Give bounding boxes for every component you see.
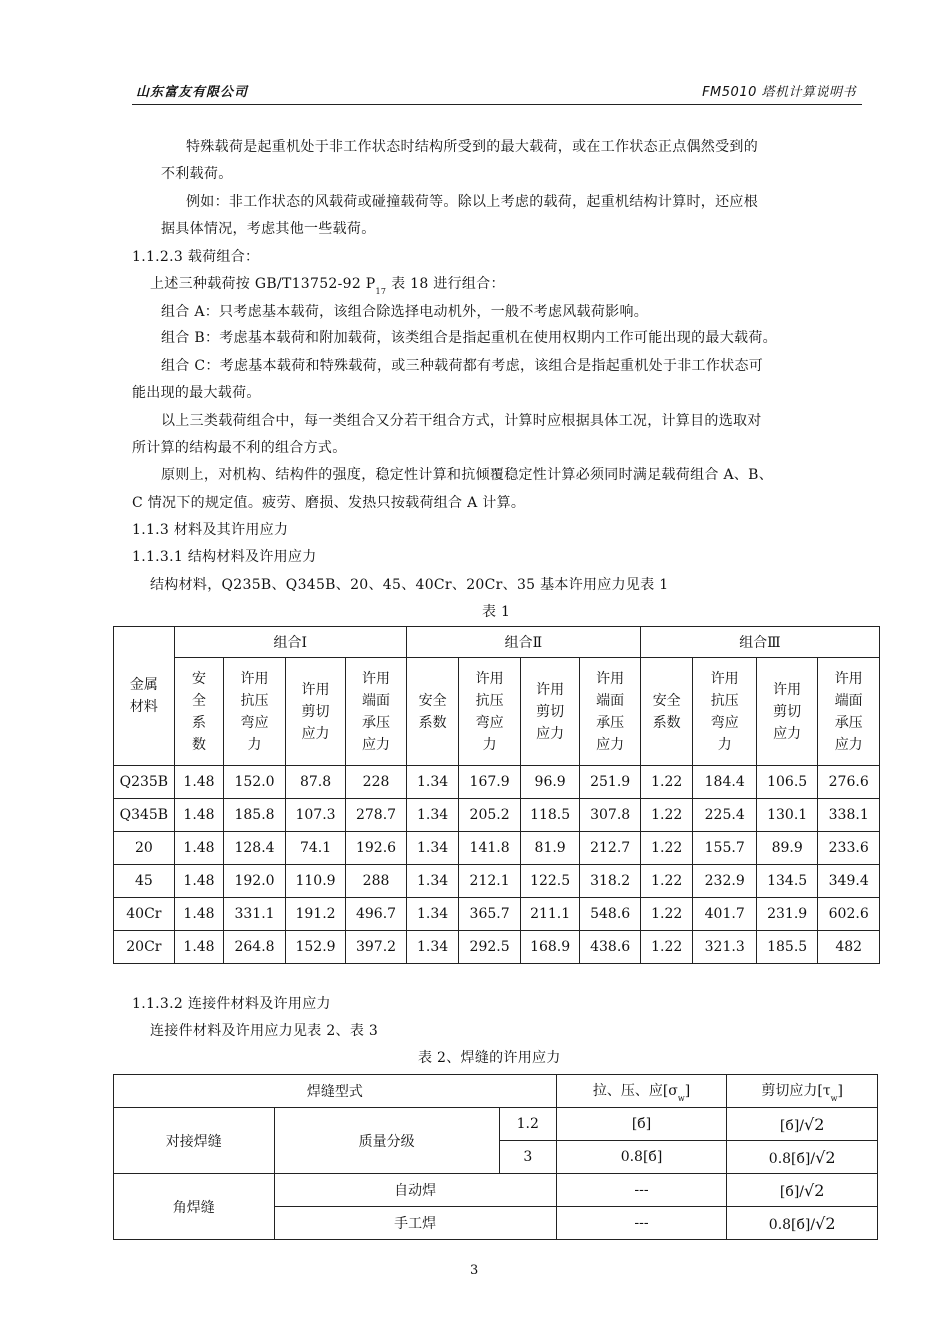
table-cell: 318.2: [580, 865, 641, 898]
document-title: FM5010 塔机计算说明书: [702, 85, 856, 100]
table-cell: 1.22: [640, 898, 693, 931]
tension-cell: 0.8[б]: [556, 1141, 727, 1174]
grade-cell: 1.2: [499, 1108, 556, 1141]
fillet-weld-label: 角焊缝: [114, 1174, 275, 1240]
table-cell: 212.1: [459, 865, 520, 898]
table-cell: 192.0: [224, 865, 285, 898]
paragraph: 不利载荷。: [161, 166, 233, 182]
table-cell: 1.48: [174, 832, 224, 865]
table-row: [114, 931, 880, 964]
table-cell: 184.4: [693, 766, 756, 799]
shear-cell: 0.8[б]/√2: [727, 1141, 878, 1174]
table-cell: 482: [818, 931, 880, 964]
paragraph: 所计算的结构最不利的组合方式。: [132, 440, 347, 456]
grade-cell: 3: [499, 1141, 556, 1174]
subheader: 许用抗压弯应力: [224, 658, 285, 766]
table-cell: 167.9: [459, 766, 520, 799]
table-cell: 1.22: [640, 832, 693, 865]
shear-cell: [б]/√2: [727, 1108, 878, 1141]
subheader: 许用端面承压应力: [818, 658, 880, 766]
table-row: [114, 865, 880, 898]
table-cell: 1.34: [406, 931, 459, 964]
subheader: 许用剪切应力: [520, 658, 580, 766]
paragraph: C 情况下的规定值。疲劳、磨损、发热只按载荷组合 A 计算。: [132, 495, 526, 511]
manual-weld-label: 手工焊: [274, 1207, 556, 1240]
tension-cell: ---: [556, 1174, 727, 1207]
shear-cell: [б]/√2: [727, 1174, 878, 1207]
table-cell: 228: [346, 766, 407, 799]
company-name: 山东富友有限公司: [136, 85, 249, 100]
table-cell: 1.34: [406, 898, 459, 931]
table-cell: 365.7: [459, 898, 520, 931]
table-cell: 118.5: [520, 799, 580, 832]
paragraph: 据具体情况，考虑其他一些载荷。: [161, 221, 376, 237]
table-caption: 表 1: [482, 604, 511, 620]
table-cell: 401.7: [693, 898, 756, 931]
paragraph: 组合 B：考虑基本载荷和附加载荷，该类组合是指起重机在使用权期内工作可能出现的最大载荷。: [161, 330, 777, 346]
paragraph: 连接件材料及许用应力见表 2、表 3: [150, 1023, 379, 1039]
table-cell: 130.1: [756, 799, 817, 832]
subheader: 安全系数: [640, 658, 693, 766]
table-cell: 20Cr: [114, 931, 175, 964]
table-cell: 192.6: [346, 832, 407, 865]
table-cell: 1.22: [640, 799, 693, 832]
header-weld-type: 焊缝型式: [114, 1075, 557, 1108]
paragraph: 组合 A：只考虑基本载荷，该组合除选择电动机外，一般不考虑风载荷影响。: [161, 304, 649, 320]
table-cell: 307.8: [580, 799, 641, 832]
butt-weld-label: 对接焊缝: [114, 1108, 275, 1174]
table-cell: 548.6: [580, 898, 641, 931]
table-cell: 87.8: [285, 766, 346, 799]
table-cell: 276.6: [818, 766, 880, 799]
table-cell: 288: [346, 865, 407, 898]
table-cell: Q235B: [114, 766, 175, 799]
quality-grade-label: 质量分级: [274, 1108, 499, 1174]
section-heading: 1.1.3 材料及其许用应力: [132, 522, 289, 538]
table-cell: 141.8: [459, 832, 520, 865]
table-cell: 397.2: [346, 931, 407, 964]
table-cell: 349.4: [818, 865, 880, 898]
table-cell: 205.2: [459, 799, 520, 832]
table-cell: 1.34: [406, 799, 459, 832]
table-cell: 122.5: [520, 865, 580, 898]
table-cell: 107.3: [285, 799, 346, 832]
paragraph: 原则上，对机构、结构件的强度，稳定性计算和抗倾覆稳定性计算必须同时满足载荷组合 A、B、: [161, 467, 774, 483]
table-cell: 251.9: [580, 766, 641, 799]
group-header: 组合Ⅰ: [174, 627, 406, 658]
table-corner: 金属材料: [114, 627, 175, 766]
paragraph: 以上三类载荷组合中，每一类组合又分若干组合方式，计算时应根据具体工况，计算目的选取对: [161, 413, 762, 429]
table-cell: 128.4: [224, 832, 285, 865]
subheader: 许用端面承压应力: [580, 658, 641, 766]
table-cell: 134.5: [756, 865, 817, 898]
table-cell: 496.7: [346, 898, 407, 931]
table-row: [114, 832, 880, 865]
table-cell: 1.22: [640, 865, 693, 898]
tension-cell: [б]: [556, 1108, 727, 1141]
shear-cell: 0.8[б]/√2: [727, 1207, 878, 1240]
table-cell: 225.4: [693, 799, 756, 832]
table-cell: 191.2: [285, 898, 346, 931]
table-cell: 106.5: [756, 766, 817, 799]
section-heading: 1.1.3.2 连接件材料及许用应力: [132, 996, 331, 1012]
page-header: [132, 78, 862, 105]
table-cell: 211.1: [520, 898, 580, 931]
table-cell: 45: [114, 865, 175, 898]
table-cell: 168.9: [520, 931, 580, 964]
subheader: 安全系数: [174, 658, 224, 766]
table-cell: 1.22: [640, 766, 693, 799]
table-cell: 231.9: [756, 898, 817, 931]
table-cell: 233.6: [818, 832, 880, 865]
paragraph: 结构材料，Q235B、Q345B、20、45、40Cr、20Cr、35 基本许用应力见表 1: [150, 577, 669, 593]
table-cell: 1.34: [406, 865, 459, 898]
paragraph: 能出现的最大载荷。: [132, 385, 261, 401]
page-number: 3: [470, 1263, 479, 1278]
table-cell: 152.9: [285, 931, 346, 964]
section-heading: 1.1.3.1 结构材料及许用应力: [132, 549, 317, 565]
section-heading: 1.1.2.3 载荷组合：: [132, 249, 260, 265]
group-header: 组合Ⅲ: [640, 627, 879, 658]
table-row: [114, 799, 880, 832]
table-cell: 155.7: [693, 832, 756, 865]
table-row: [114, 898, 880, 931]
table-cell: 1.48: [174, 931, 224, 964]
table-cell: 96.9: [520, 766, 580, 799]
table-cell: Q345B: [114, 799, 175, 832]
table-cell: 338.1: [818, 799, 880, 832]
table-cell: 212.7: [580, 832, 641, 865]
subheader: 安全系数: [406, 658, 459, 766]
auto-weld-label: 自动焊: [274, 1174, 556, 1207]
table-cell: 1.48: [174, 766, 224, 799]
table-cell: 1.48: [174, 799, 224, 832]
weld-stress-table: [113, 1074, 878, 1240]
table-caption: 表 2、焊缝的许用应力: [418, 1050, 561, 1066]
subheader: 许用端面承压应力: [346, 658, 407, 766]
table-cell: 1.34: [406, 832, 459, 865]
table-cell: 20: [114, 832, 175, 865]
table-cell: 264.8: [224, 931, 285, 964]
table-cell: 321.3: [693, 931, 756, 964]
table-cell: 232.9: [693, 865, 756, 898]
allowable-stress-table: [113, 626, 880, 964]
table-cell: 438.6: [580, 931, 641, 964]
table-cell: 40Cr: [114, 898, 175, 931]
header-shear: 剪切应力$[\tau_w]$: [727, 1075, 878, 1108]
table-row: [114, 766, 880, 799]
subheader: 许用剪切应力: [285, 658, 346, 766]
header-tension: 拉、压、应$[\sigma_w]$: [556, 1075, 727, 1108]
subheader: 许用抗压弯应力: [459, 658, 520, 766]
table-cell: 1.22: [640, 931, 693, 964]
table-cell: 1.34: [406, 766, 459, 799]
table-cell: 292.5: [459, 931, 520, 964]
group-header: 组合Ⅱ: [406, 627, 640, 658]
table-cell: 81.9: [520, 832, 580, 865]
table-cell: 74.1: [285, 832, 346, 865]
table-cell: 602.6: [818, 898, 880, 931]
table-cell: 110.9: [285, 865, 346, 898]
subheader: 许用剪切应力: [756, 658, 817, 766]
table-cell: 89.9: [756, 832, 817, 865]
table-cell: 1.48: [174, 865, 224, 898]
table-cell: 278.7: [346, 799, 407, 832]
tension-cell: ---: [556, 1207, 727, 1240]
table-cell: 185.5: [756, 931, 817, 964]
paragraph: 组合 C：考虑基本载荷和特殊载荷，或三种载荷都有考虑，该组合是指起重机处于非工作状态可: [161, 358, 764, 374]
table-cell: 331.1: [224, 898, 285, 931]
table-cell: 185.8: [224, 799, 285, 832]
paragraph: 例如：非工作状态的风载荷或碰撞载荷等。除以上考虑的载荷，起重机结构计算时，还应根: [186, 194, 758, 210]
table-cell: 152.0: [224, 766, 285, 799]
paragraph: 上述三种载荷按 GB/T13752-92 $P_{17}$ 表 18 进行组合：: [150, 276, 505, 296]
subheader: 许用抗压弯应力: [693, 658, 756, 766]
table-cell: 1.48: [174, 898, 224, 931]
paragraph: 特殊载荷是起重机处于非工作状态时结构所受到的最大载荷，或在工作状态正点偶然受到的: [186, 139, 758, 155]
